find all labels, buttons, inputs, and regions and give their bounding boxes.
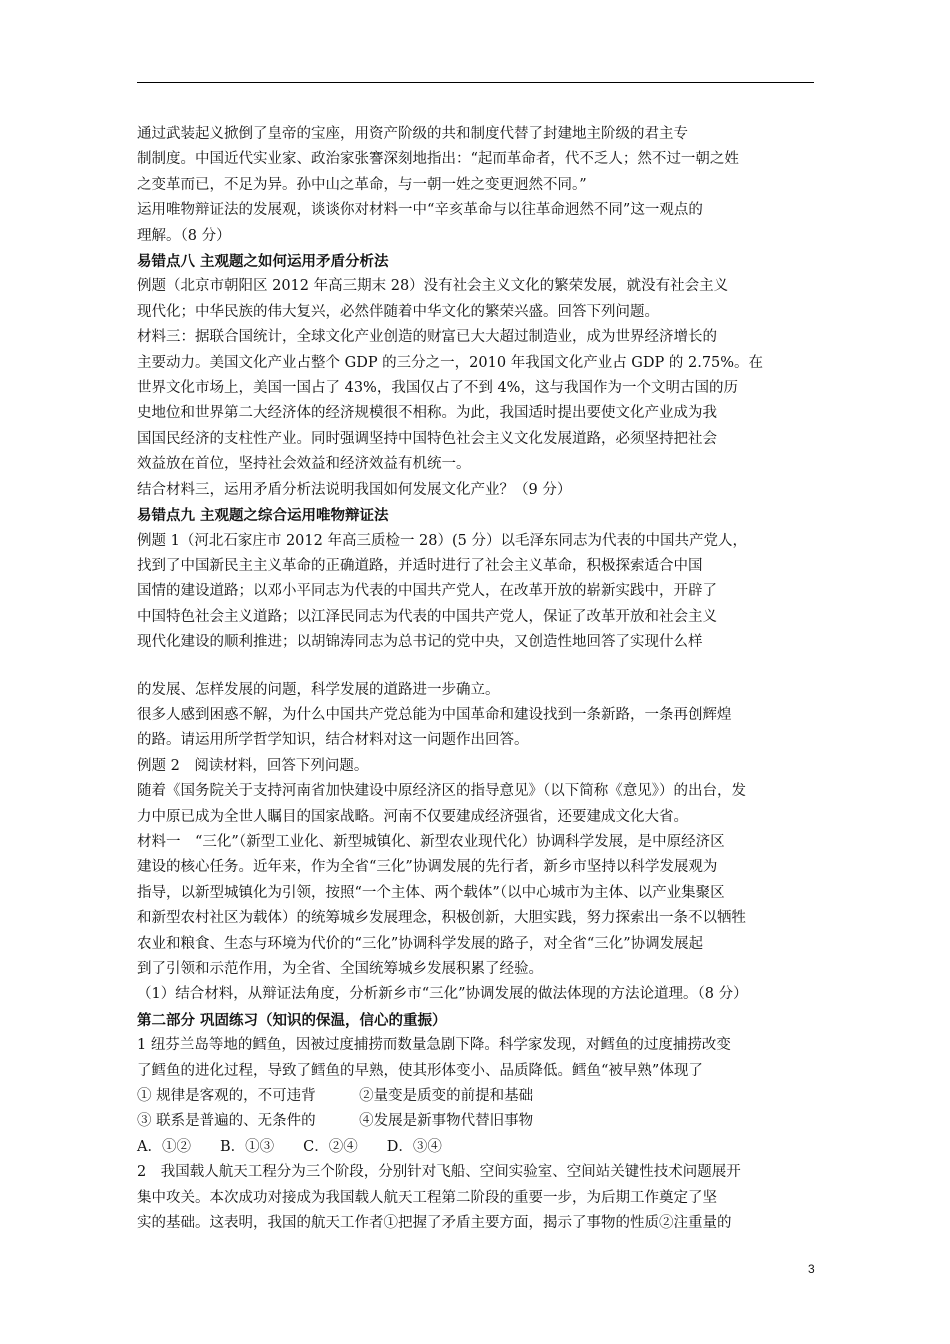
text-line: 史地位和世界第二大经济体的经济规模很不相称。为此，我国适时提出要使文化产业成为我 <box>137 405 717 422</box>
text-line: 主要动力。美国文化产业占整个 GDP 的三分之一，2010 年我国文化产业占 GDP 的 2.75%。在 <box>137 354 764 371</box>
section-heading: 易错点八 主观题之如何运用矛盾分析法 <box>137 253 389 271</box>
text-line: 世界文化市场上，美国一国占了 43%，我国仅占了不到 4%，这与我国作为一个文明古国的历 <box>137 380 738 397</box>
text-line: 力中原已成为全世人瞩目的国家战略。河南不仅要建成经济强省，还要建成文化大省。 <box>137 808 688 825</box>
text-line: 找到了中国新民主主义革命的正确道路，并适时进行了社会主义革命，积极探索适合中国 <box>137 557 703 574</box>
text-line: 材料三：据联合国统计，全球文化产业创造的财富已大大超过制造业，成为世界经济增长的 <box>137 329 717 346</box>
text-line: ③ 联系是普遍的、无条件的 ④发展是新事物代替旧事物 <box>137 1113 534 1130</box>
text-line: 国国民经济的支柱性产业。同时强调坚持中国特色社会主义文化发展道路，必须坚持把社会 <box>137 430 717 447</box>
document-body <box>137 122 817 1236</box>
text-line: 理解。（8 分） <box>137 227 231 244</box>
text-line: （1）结合材料，从辩证法角度，分析新乡市“三化”协调发展的做法体现的方法论道理。（8 分） <box>137 986 748 1003</box>
page-number: 3 <box>808 1262 815 1276</box>
text-line: 的发展、怎样发展的问题，科学发展的道路进一步确立。 <box>137 681 500 698</box>
text-line: 2 我国载人航天工程分为三个阶段，分别针对飞船、空间实验室、空间站关键性技术问题展开 <box>137 1164 741 1181</box>
text-line: 实的基础。这表明，我国的航天工作者①把握了矛盾主要方面，揭示了事物的性质②注重量的 <box>137 1215 732 1232</box>
text-line: 运用唯物辩证法的发展观，谈谈你对材料一中“辛亥革命与以往革命迥然不同”这一观点的 <box>137 202 703 219</box>
text-line: 例题（北京市朝阳区 2012 年高三期末 28）没有社会主义文化的繁荣发展，就没有社会主义 <box>137 278 729 295</box>
text-line: 1 纽芬兰岛等地的鳕鱼，因被过度捕捞而数量急剧下降。科学家发现，对鳕鱼的过度捕捞改变 <box>137 1037 731 1054</box>
text-line: 和新型农村社区为载体）的统筹城乡发展理念，积极创新，大胆实践，努力探索出一条不以牺牲 <box>137 910 746 927</box>
text-line: 到了引领和示范作用，为全省、全国统筹城乡发展积累了经验。 <box>137 961 543 977</box>
text-line: 之变革而已，不足为异。孙中山之革命，与一朝一姓之变更迥然不同。” <box>137 176 587 193</box>
text-line: A．①② B．①③ C．②④ D．③④ <box>137 1138 442 1155</box>
text-line: 农业和粮食、生态与环境为代价的“三化”协调科学发展的路子，对全省“三化”协调发展起 <box>137 935 704 952</box>
text-line: 材料一 “三化”（新型工业化、新型城镇化、新型农业现代化）协调科学发展，是中原经济区 <box>137 833 725 850</box>
text-line: 建设的核心任务。近年来，作为全省“三化”协调发展的先行者，新乡市坚持以科学发展观为 <box>137 859 718 876</box>
text-line: 现代化建设的顺利推进；以胡锦涛同志为总书记的党中央，又创造性地回答了实现什么样 <box>137 634 703 651</box>
text-line: 的路。请运用所学哲学知识，结合材料对这一问题作出回答。 <box>137 732 529 749</box>
text-line: 例题 1（河北石家庄市 2012 年高三质检一 28）(5 分）以毛泽东同志为代表的中国共产党人， <box>137 532 748 549</box>
text-line: 通过武装起义掀倒了皇帝的宝座，用资产阶级的共和制度代替了封建地主阶级的君主专 <box>137 126 688 142</box>
text-line: ① 规律是客观的，不可违背 ②量变是质变的前提和基础 <box>137 1088 534 1105</box>
section-heading: 第二部分 巩固练习（知识的保温，信心的重振） <box>137 1011 447 1029</box>
text-line: 国情的建设道路；以邓小平同志为代表的中国共产党人，在改革开放的崭新实践中，开辟了 <box>137 583 717 600</box>
text-line: 例题 2 阅读材料，回答下列问题。 <box>137 757 369 774</box>
text-line: 很多人感到困惑不解，为什么中国共产党总能为中国革命和建设找到一条新路，一条再创辉煌 <box>137 706 732 723</box>
text-line: 了鳕鱼的进化过程，导致了鳕鱼的早熟，使其形体变小、品质降低。鳕鱼“被早熟”体现了 <box>137 1062 703 1079</box>
text-line: 效益放在首位，坚持社会效益和经济效益有机统一。 <box>137 456 471 473</box>
section-heading: 易错点九 主观题之综合运用唯物辩证法 <box>137 507 389 525</box>
text-line: 随着《国务院关于支持河南省加快建设中原经济区的指导意见》（以下简称《意见》）的出台，发 <box>137 783 746 800</box>
blank-gap <box>137 656 817 678</box>
text-line: 指导，以新型城镇化为引领，按照“一个主体、两个载体”（以中心城市为主体、以产业集聚区 <box>137 884 725 901</box>
text-line: 制制度。中国近代实业家、政治家张謇深刻地指出：“起而革命者，代不乏人；然不过一朝之姓 <box>137 151 739 168</box>
text-line: 现代化；中华民族的伟大复兴，必然伴随着中华文化的繁荣兴盛。回答下列问题。 <box>137 303 659 320</box>
text-line: 中国特色社会主义道路；以江泽民同志为代表的中国共产党人，保证了改革开放和社会主义 <box>137 608 717 625</box>
text-line: 结合材料三，运用矛盾分析法说明我国如何发展文化产业？（9 分） <box>137 481 572 498</box>
header-rule <box>137 82 814 83</box>
text-line: 集中攻关。本次成功对接成为我国载人航天工程第二阶段的重要一步，为后期工作奠定了坚 <box>137 1189 717 1206</box>
